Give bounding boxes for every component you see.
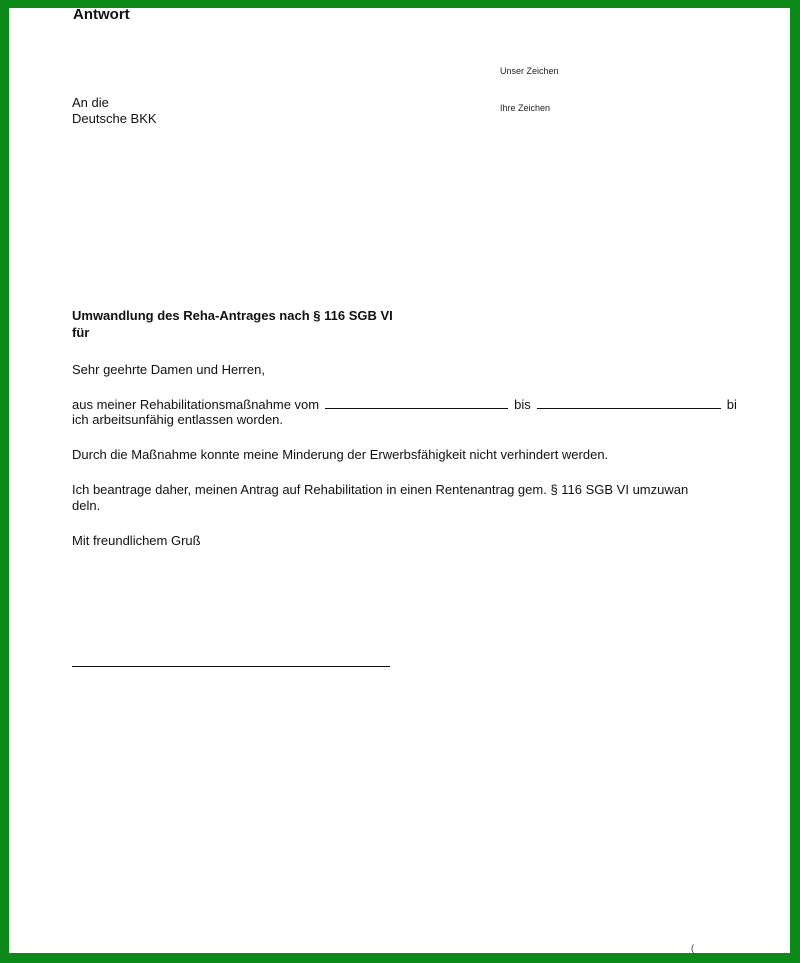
body-line-1-start: aus meiner Rehabilitationsmaßnahme vom: [72, 397, 320, 412]
reference-yours: Ihre Zeichen: [500, 103, 551, 113]
body-line-1-bis: bis: [514, 397, 531, 412]
date-from-blank[interactable]: [325, 396, 508, 409]
recipient-address: [72, 95, 157, 127]
letter-page: [9, 8, 790, 953]
reference-ours: Unser Zeichen: [500, 66, 559, 76]
recipient-line-1: An die: [72, 95, 109, 110]
subject: [72, 307, 393, 341]
letter-heading: Antwort: [73, 8, 130, 23]
signature-line[interactable]: [72, 666, 390, 667]
body-paragraph-2: Durch die Maßnahme konnte meine Minderung der Erwerbsfähigkeit nicht verhindert werden.: [72, 447, 609, 462]
body-paragraph-3-line-2: deln.: [72, 498, 101, 513]
date-to-blank[interactable]: [537, 396, 721, 409]
recipient-line-2: Deutsche BKK: [72, 111, 157, 126]
subject-line-2: für: [72, 325, 90, 340]
body-paragraph-3-line-1: Ich beantrage daher, meinen Antrag auf Rehabilitation in einen Rentenantrag gem. § 116 SGB VI umzuwan: [72, 482, 689, 497]
salutation: Sehr geehrte Damen und Herren,: [72, 362, 265, 377]
closing: Mit freundlichem Gruß: [72, 533, 201, 548]
footer-mark: (: [691, 943, 694, 953]
body-line-1-cut: bi: [726, 397, 737, 412]
body-line-1: [72, 396, 737, 413]
subject-line-1: Umwandlung des Reha-Antrages nach § 116 SGB VI: [72, 308, 393, 323]
body-line-2: ich arbeitsunfähig entlassen worden.: [72, 412, 284, 427]
